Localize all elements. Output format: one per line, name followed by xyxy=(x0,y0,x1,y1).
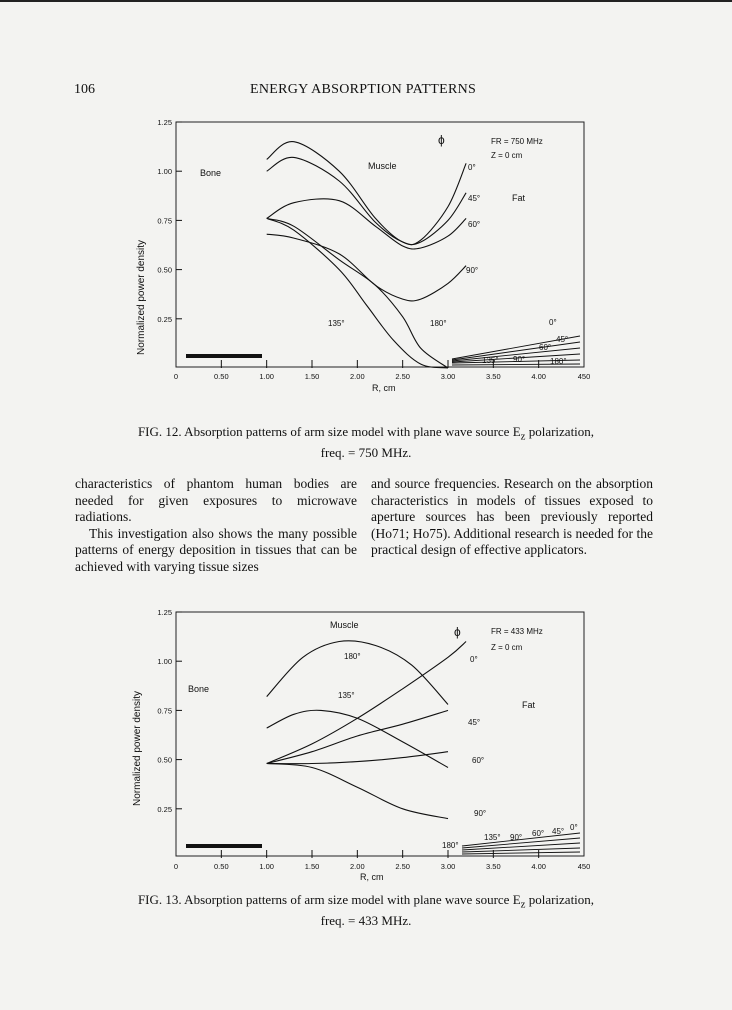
z-label: Z = 0 cm xyxy=(491,151,523,160)
muscle-label-60: 60° xyxy=(472,756,485,765)
fat-label-180: 180° xyxy=(442,841,459,850)
x-tick-label: 3.00 xyxy=(440,372,456,381)
paragraph-right-1: and source frequencies. Research on the absorption characteristics in models of tissues exposed to aperture sources has been previously reported (Ho71; Ho75). Additional research is needed for the practical design of effective applicators. xyxy=(371,476,653,557)
y-tick-label: 1.25 xyxy=(157,608,172,617)
x-tick-label: 1.00 xyxy=(259,372,274,381)
caption-12-line2: freq. = 750 MHz. xyxy=(320,444,412,460)
muscle-label-0: 0° xyxy=(470,655,478,664)
fat-label-0: 0° xyxy=(549,318,557,327)
text-column-left xyxy=(75,476,357,575)
fat-label-90: 90° xyxy=(513,355,526,364)
bone-boundary-bar xyxy=(186,354,262,358)
caption-13-line1: FIG. 13. Absorption patterns of arm size model with plane wave source E xyxy=(137,892,521,907)
x-tick-label: 3.00 xyxy=(440,862,456,871)
phi-label: ϕ xyxy=(438,133,445,147)
figure-13-caption xyxy=(96,892,636,929)
x-tick-label: 0.50 xyxy=(214,372,229,381)
plot-frame xyxy=(176,612,584,856)
muscle-label-60: 60° xyxy=(468,220,481,229)
series-line-60deg xyxy=(267,752,448,764)
muscle-label-90: 90° xyxy=(466,266,479,275)
muscle-label-135: 135° xyxy=(338,691,355,700)
page-top-rule xyxy=(0,0,732,2)
x-tick-label: 4.00 xyxy=(531,372,546,381)
x-tick-label: 3.50 xyxy=(486,372,501,381)
running-title: ENERGY ABSORPTION PATTERNS xyxy=(250,82,477,97)
muscle-label: Muscle xyxy=(368,161,397,171)
fat-label-0: 0° xyxy=(570,823,578,832)
x-tick-label: 1.50 xyxy=(304,862,320,871)
x-tick-label: 450 xyxy=(577,372,591,381)
paragraph-left-1: characteristics of phantom human bodies are needed for given exposures to microwave radiations. xyxy=(75,476,357,524)
y-tick-label: 0.50 xyxy=(157,265,172,275)
x-tick-label: 2.50 xyxy=(395,862,410,871)
caption-12-line1-end: polarization, xyxy=(525,424,595,439)
x-tick-label: 0.50 xyxy=(214,862,229,871)
series-line-90deg xyxy=(267,234,466,301)
x-tick-label: 2.50 xyxy=(395,372,410,381)
fat-label-135: 135° xyxy=(484,833,501,842)
muscle-label-0: 0° xyxy=(468,163,476,172)
y-tick-label: 0.25 xyxy=(157,804,172,814)
x-tick-label: 2.00 xyxy=(350,862,365,871)
y-ticks xyxy=(157,608,182,814)
x-axis-label: R, cm xyxy=(372,383,396,393)
x-tick-label: 2.00 xyxy=(350,372,365,381)
fat-label-60: 60° xyxy=(532,829,545,838)
bone-label: Bone xyxy=(200,168,222,178)
fat-label-135: 135° xyxy=(482,356,499,365)
y-axis-label: Normalized power density xyxy=(136,239,147,355)
y-tick-label: 1.00 xyxy=(157,167,172,177)
caption-13-line2: freq. = 433 MHz. xyxy=(320,912,412,928)
y-tick-label: 0.75 xyxy=(157,216,172,226)
x-tick-label: 1.00 xyxy=(259,862,274,871)
freq-label: FR = 433 MHz xyxy=(491,627,543,636)
x-tick-label: 1.50 xyxy=(304,372,320,381)
x-tick-label: 3.50 xyxy=(486,862,501,871)
x-ticks xyxy=(174,360,590,381)
x-tick-label: 4.00 xyxy=(531,862,546,871)
plot-frame xyxy=(176,122,584,367)
muscle-label: Muscle xyxy=(330,620,359,630)
x-axis-label: R, cm xyxy=(360,872,384,882)
freq-label: FR = 750 MHz xyxy=(491,137,543,146)
phi-label: ϕ xyxy=(454,625,461,639)
x-tick-label: 0 xyxy=(173,372,179,381)
x-tick-label: 450 xyxy=(577,862,591,871)
bone-label: Bone xyxy=(188,684,210,694)
fat-label-90: 90° xyxy=(510,833,523,842)
muscle-label-180: 180° xyxy=(344,652,361,661)
series-lines xyxy=(267,142,466,368)
fat-label-45: 45° xyxy=(552,827,565,836)
series-line-135deg xyxy=(267,218,448,368)
y-tick-label: 1.00 xyxy=(157,657,172,667)
text-column-right xyxy=(371,476,653,559)
series-line-90deg xyxy=(267,764,448,819)
fat-label: Fat xyxy=(522,700,536,710)
fat-label-60: 60° xyxy=(539,343,552,352)
caption-13-sub: z xyxy=(520,898,526,911)
muscle-label-45: 45° xyxy=(468,718,481,727)
y-tick-label: 0.25 xyxy=(157,314,172,324)
y-tick-label: 0.75 xyxy=(157,706,172,716)
series-lines xyxy=(267,641,466,819)
paragraph-left-2: This investigation also shows the many possible patterns of energy deposition in tissues that can be achieved with varying tissue sizes xyxy=(75,525,357,574)
muscle-label-45: 45° xyxy=(468,194,481,203)
bone-boundary-bar xyxy=(186,844,262,848)
fat-label-180: 180° xyxy=(550,357,567,366)
caption-12-line1: FIG. 12. Absorption patterns of arm size model with plane wave source E xyxy=(137,424,521,439)
series-line-0deg xyxy=(267,142,466,245)
fat-label: Fat xyxy=(512,193,526,203)
page-number: 106 xyxy=(74,82,95,97)
fat-label-45: 45° xyxy=(556,335,569,344)
z-label: Z = 0 cm xyxy=(491,643,523,652)
muscle-label-90: 90° xyxy=(474,809,487,818)
y-tick-label: 1.25 xyxy=(157,118,172,127)
series-line-180deg xyxy=(267,641,448,705)
y-tick-label: 0.50 xyxy=(157,755,172,765)
y-axis-label: Normalized power density xyxy=(132,690,143,806)
caption-12-sub: z xyxy=(520,430,526,443)
muscle-label-135: 135° xyxy=(328,319,345,328)
caption-13-line1-end: polarization, xyxy=(525,892,595,907)
muscle-label-180: 180° xyxy=(430,319,447,328)
y-ticks xyxy=(157,118,182,324)
figure-13-chart xyxy=(0,600,732,900)
x-tick-label: 0 xyxy=(173,862,179,871)
figure-12-caption xyxy=(96,424,636,461)
series-line-0deg xyxy=(267,642,466,764)
